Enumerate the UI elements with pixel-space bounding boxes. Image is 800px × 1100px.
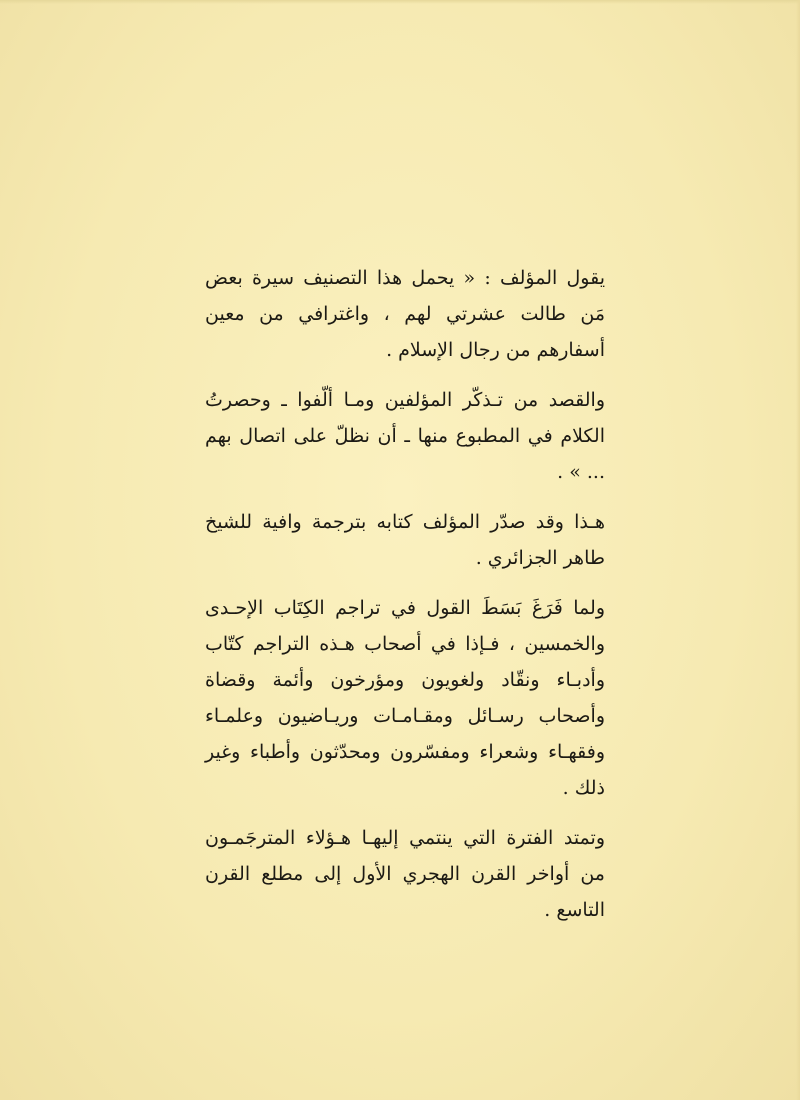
page-edge-top <box>0 0 800 4</box>
paragraph-author-quote: يقول المؤلف : « يحمل هذا التصنيف سيرة بعض مَن طالت عشرتي لهم ، واغترافي من معين أسفارهم من رجال الإسلام . <box>205 267 605 361</box>
body-text <box>205 260 605 942</box>
paragraph-period: وتمتد الفترة التي ينتمي إليهـا هـؤلاء المترجَمـون من أواخر القرن الهجري الأول إلى مطلع القرن التاسع . <box>205 827 605 921</box>
paragraph-purpose: والقصد من تـذكّر المؤلفين ومـا ألّفوا ـ وحصرتُ الكلام في المطبوع منها ـ أن نظلّ على اتصال بهم ... » . <box>205 389 605 483</box>
page-edge-right <box>796 0 800 1100</box>
paragraph-contents: ولما فَرَغَ بَسَطَ القول في تراجم الكِتَاب الإحـدى والخمسين ، فـإذا في أصحاب هـذه التراجم كتّاب وأدبـاء ونقّاد ولغويون ومؤرخون وأئمة وقضاة وأصحاب رسـائل ومقـامـات وريـاضيون وعلمـاء وفقهـاء وشعراء ومفسّرون ومحدّثون وأطباء وغير ذلك . <box>205 597 605 799</box>
paragraph-biography: هـذا وقد صدّر المؤلف كتابه بترجمة وافية للشيخ طاهر الجزائري . <box>205 511 605 569</box>
